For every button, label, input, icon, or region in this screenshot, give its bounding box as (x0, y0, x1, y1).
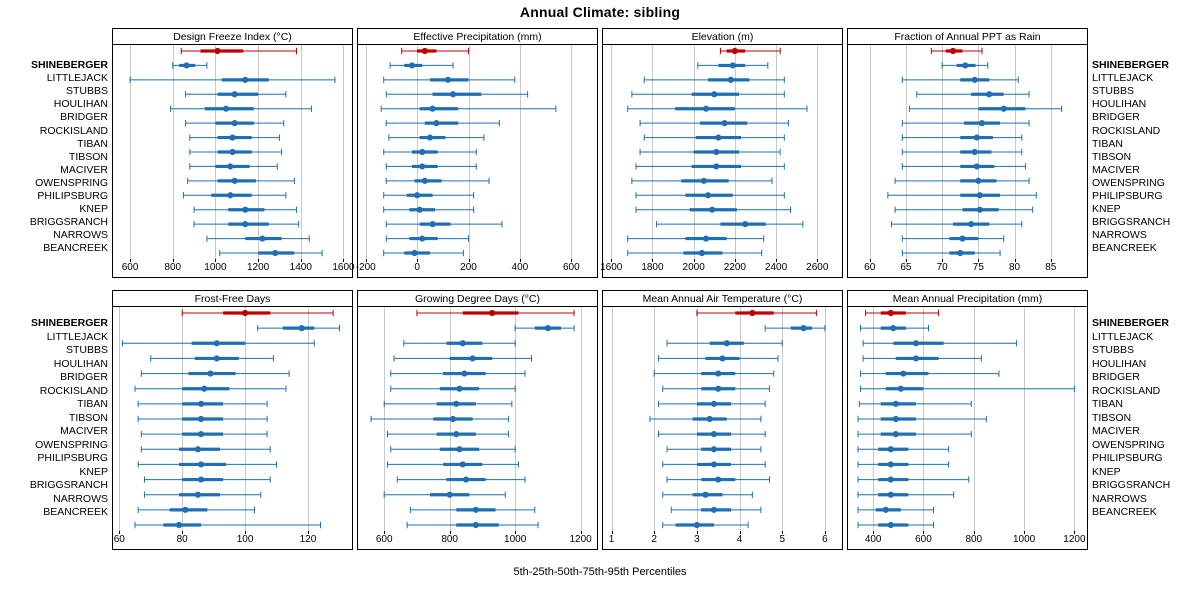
panel-title: Effective Precipitation (mm) (358, 29, 597, 45)
site-label-tibson: TIBSON (1092, 150, 1132, 163)
boxplot-row (658, 431, 765, 437)
x-axis (603, 531, 842, 549)
axis-tick-label: 4 (736, 534, 743, 545)
boxplot-row (387, 431, 508, 437)
axis-tick-label: 0 (414, 262, 420, 273)
boxplot-row (632, 178, 772, 184)
site-label-briggsranch: BRIGGSRANCH (1092, 216, 1171, 229)
site-label-owenspring: OWENSPRING (35, 438, 108, 451)
axis-tick-label: 80 (1009, 262, 1021, 273)
boxplot-row (697, 310, 816, 316)
x-axis (600, 259, 842, 277)
site-label-maciver: MACIVER (1092, 163, 1140, 176)
page-title: Annual Climate: sibling (519, 4, 681, 20)
plot-area (603, 45, 842, 259)
panel-growing-degree-days-c (357, 290, 598, 550)
panel-title: Mean Annual Precipitation (mm) (848, 291, 1087, 307)
site-label-bridger: BRIDGER (1092, 111, 1140, 124)
boxplot-series (358, 307, 597, 531)
boxplot-row (186, 91, 286, 97)
axis-tick-label: 70 (936, 262, 948, 273)
boxplot-row (858, 461, 949, 467)
panel-title: Fraction of Annual PPT as Rain (848, 29, 1087, 45)
site-label-maciver: MACIVER (1092, 425, 1140, 437)
site-label-littlejack: LITTLEJACK (46, 330, 108, 343)
boxplot-row (859, 401, 971, 407)
axis-tick-label: 2 (651, 534, 657, 545)
site-label-littlejack: LITTLEJACK (46, 72, 108, 85)
boxplot-row (386, 221, 502, 227)
plot-area (358, 45, 597, 259)
boxplot-row (194, 221, 299, 227)
boxplot-row (391, 370, 525, 376)
axis-tick-label: 1200 (1063, 534, 1086, 545)
boxplot-row (190, 163, 277, 169)
panel-title: Mean Annual Air Temperature (°C) (603, 291, 842, 307)
boxplot-row (657, 221, 803, 227)
site-label-rockisland: ROCKISLAND (39, 124, 108, 137)
boxplot-row (654, 370, 774, 376)
axis-tick-label: 600 (121, 262, 139, 273)
boxplot-row (650, 416, 761, 422)
axis-tick-label: 1200 (246, 262, 270, 273)
site-labels-left-top (0, 28, 112, 278)
boxplot-row (895, 207, 1033, 213)
panel-effective-precipitation-mm (357, 28, 598, 278)
axis-tick-label: 2000 (682, 262, 705, 273)
boxplot-row (858, 446, 949, 452)
site-label-stubbs: STUBBS (1092, 344, 1135, 356)
site-label-narrows: NARROWS (53, 229, 108, 242)
axis-tick-label: 600 (375, 534, 393, 545)
boxplot-row (397, 476, 525, 482)
site-label-narrows: NARROWS (1092, 229, 1147, 242)
axis-tick-label: 800 (441, 534, 458, 545)
plot-area (113, 307, 352, 531)
boxplot-row (902, 77, 1018, 83)
boxplot-row (858, 492, 954, 498)
axis-tick-label: 120 (299, 534, 317, 545)
boxplot-row (190, 134, 280, 140)
boxplot-row (138, 401, 267, 407)
boxplot-row (384, 492, 505, 498)
boxplot-row (386, 235, 468, 241)
boxplot-row (384, 207, 474, 213)
axis-tick-label: 800 (164, 262, 182, 273)
site-label-briggsranch: BRIGGSRANCH (29, 216, 108, 229)
axis-tick-label: 600 (562, 262, 580, 273)
axis-tick-label: 100 (236, 534, 254, 545)
site-label-owenspring: OWENSPRING (1092, 438, 1165, 451)
boxplot-row (386, 178, 489, 184)
boxplot-row (402, 48, 469, 54)
boxplot-row (391, 446, 515, 452)
axis-tick-label: 2600 (806, 262, 829, 273)
boxplot-row (138, 507, 254, 513)
boxplot-row (135, 386, 286, 392)
boxplot-series (358, 45, 597, 259)
site-label-rockisland: ROCKISLAND (1092, 124, 1161, 137)
panel-title: Frost-Free Days (113, 291, 352, 307)
axis-tick-label: 80 (176, 534, 188, 545)
site-label-bridger: BRIDGER (60, 371, 108, 383)
site-labels-right-bottom (1088, 290, 1200, 550)
panel-frost-free-days (112, 290, 353, 550)
boxplot-row (667, 476, 769, 482)
boxplot-row (765, 325, 825, 331)
boxplot-row (858, 507, 933, 513)
boxplot-row (186, 120, 284, 126)
boxplot-row (141, 446, 270, 452)
boxplot-series (603, 45, 842, 259)
boxplot-row (628, 250, 762, 256)
boxplot-row (902, 134, 1022, 140)
boxplot-row (671, 507, 761, 513)
boxplot-row (931, 48, 982, 54)
boxplot-row (386, 120, 499, 126)
site-label-beancreek: BEANCREEK (43, 506, 108, 518)
axis-tick-label: 1600 (332, 262, 355, 273)
axis-tick-label: 75 (972, 262, 984, 273)
axis-tick-label: 5 (779, 534, 786, 545)
boxplot-row (640, 149, 780, 155)
site-label-maciver: MACIVER (60, 425, 108, 437)
chart-row-bottom (0, 290, 1200, 550)
boxplot-row (863, 355, 981, 361)
panel-mean-annual-air-temperature-c (602, 290, 843, 550)
site-label-philipsburg: PHILIPSBURG (1092, 452, 1163, 464)
site-label-briggsranch: BRIGGSRANCH (1092, 479, 1171, 491)
boxplot-row (190, 149, 282, 155)
plot-area (848, 45, 1087, 259)
boxplot-row (135, 522, 321, 528)
boxplot-row (188, 178, 295, 184)
boxplot-row (667, 340, 782, 346)
boxplot-row (644, 134, 784, 140)
site-label-littlejack: LITTLEJACK (1092, 72, 1154, 85)
boxplot-row (390, 62, 453, 68)
boxplot-row (895, 178, 1029, 184)
boxplot-row (417, 310, 574, 316)
boxplot-row (663, 461, 765, 467)
boxplot-row (888, 192, 1036, 198)
boxplot-row (910, 106, 1062, 112)
boxplot-row (151, 355, 274, 361)
boxplot-row (384, 401, 512, 407)
site-label-tiban: TIBAN (1092, 137, 1123, 150)
boxplot-row (258, 325, 340, 331)
boxplot-row (407, 522, 538, 528)
boxplot-row (902, 163, 1025, 169)
boxplot-series (603, 307, 842, 531)
boxplot-row (384, 77, 515, 83)
axis-tick-label: 400 (511, 262, 529, 273)
site-label-stubbs: STUBBS (65, 85, 108, 98)
panel-title: Elevation (m) (603, 29, 842, 45)
panels-top (112, 28, 1088, 278)
site-label-tibson: TIBSON (68, 411, 108, 424)
boxplot-row (384, 192, 474, 198)
boxplot-row (644, 77, 784, 83)
boxplot-row (171, 106, 312, 112)
boxplot-row (663, 492, 753, 498)
boxplot-row (858, 522, 933, 528)
boxplot-row (942, 62, 988, 68)
boxplot-row (181, 48, 296, 54)
site-label-shineberger: SHINEBERGER (30, 317, 108, 329)
boxplot-row (384, 149, 477, 155)
site-label-narrows: NARROWS (1092, 492, 1147, 505)
site-label-rockisland: ROCKISLAND (39, 384, 108, 397)
site-label-bridger: BRIDGER (60, 111, 108, 124)
boxplot-row (861, 370, 999, 376)
boxplot-row (144, 476, 270, 482)
axis-tick-label: 65 (900, 262, 912, 273)
boxplot-series (113, 45, 352, 259)
site-label-maciver: MACIVER (60, 163, 108, 176)
x-axis (113, 531, 352, 549)
axis-tick-label: 1600 (600, 262, 623, 273)
boxplot-row (720, 48, 780, 54)
site-label-houlihan: HOULIHAN (1092, 98, 1147, 111)
boxplot-row (858, 476, 969, 482)
boxplot-row (658, 355, 778, 361)
boxplot-series (113, 307, 352, 531)
site-label-narrows: NARROWS (53, 492, 108, 505)
boxplot-row (698, 62, 768, 68)
site-labels-right-top (1088, 28, 1200, 278)
x-axis (358, 531, 597, 549)
site-label-shineberger: SHINEBERGER (1092, 317, 1170, 329)
site-label-owenspring: OWENSPRING (35, 176, 108, 189)
boxplot-row (640, 120, 788, 126)
site-label-houlihan: HOULIHAN (53, 98, 108, 111)
boxplot-row (389, 134, 484, 140)
site-label-bridger: BRIDGER (1092, 371, 1140, 383)
axis-tick-label: 1000 (204, 262, 227, 273)
boxplot-row (515, 325, 574, 331)
site-label-philipsburg: PHILIPSBURG (1092, 190, 1163, 202)
boxplot-row (194, 207, 296, 213)
plot-area (358, 307, 597, 531)
site-label-philipsburg: PHILIPSBURG (37, 190, 108, 202)
boxplot-row (144, 492, 260, 498)
axis-tick-label: 1200 (569, 534, 592, 545)
site-label-briggsranch: BRIGGSRANCH (29, 479, 108, 491)
boxplot-row (917, 91, 1029, 97)
chart-row-top (0, 28, 1200, 278)
boxplot-row (663, 386, 770, 392)
boxplot-row (902, 250, 1000, 256)
site-label-stubbs: STUBBS (65, 344, 108, 356)
axis-tick-label: 1000 (504, 534, 527, 545)
boxplot-row (404, 340, 515, 346)
axis-tick-label: 85 (1045, 262, 1057, 273)
site-label-beancreek: BEANCREEK (43, 242, 108, 255)
boxplot-row (141, 431, 267, 437)
footer-caption: 5th-25th-50th-75th-95th Percentiles (513, 566, 687, 578)
site-label-tiban: TIBAN (1092, 398, 1123, 410)
boxplot-series (848, 45, 1087, 259)
boxplot-row (394, 355, 532, 361)
boxplot-row (636, 207, 791, 213)
axis-tick-label: 1 (608, 534, 615, 545)
site-label-houlihan: HOULIHAN (53, 357, 108, 370)
boxplot-row (141, 370, 289, 376)
boxplot-row (138, 416, 267, 422)
boxplot-row (663, 522, 748, 528)
boxplot-row (182, 310, 333, 316)
site-label-tibson: TIBSON (68, 150, 108, 163)
axis-tick-label: 400 (864, 534, 882, 545)
boxplot-row (902, 120, 1029, 126)
boxplot-row (130, 77, 335, 83)
boxplot-row (391, 386, 515, 392)
boxplot-row (628, 235, 764, 241)
site-label-tibson: TIBSON (1092, 411, 1132, 424)
site-label-beancreek: BEANCREEK (1092, 242, 1157, 255)
site-label-houlihan: HOULIHAN (1092, 357, 1147, 370)
x-axis (355, 259, 597, 277)
boxplot-row (628, 106, 807, 112)
boxplot-row (902, 149, 1022, 155)
axis-tick-label: 200 (460, 262, 477, 273)
axis-tick-label: -200 (355, 262, 376, 273)
panel-elevation-m (602, 28, 843, 278)
boxplot-row (138, 461, 276, 467)
boxplot-row (891, 221, 1021, 227)
site-label-knep: KNEP (1092, 203, 1121, 216)
panel-fraction-of-annual-ppt-as-rain (847, 28, 1088, 278)
boxplot-row (387, 461, 518, 467)
boxplot-row (183, 192, 285, 198)
axis-tick-label: 3 (694, 534, 700, 545)
boxplot-row (861, 325, 929, 331)
boxplot-row (381, 106, 556, 112)
plot-area (113, 45, 352, 259)
boxplot-row (371, 416, 509, 422)
axis-tick-label: 1000 (1012, 534, 1036, 545)
boxplot-row (384, 250, 464, 256)
plot-area (848, 307, 1087, 531)
boxplot-row (902, 235, 1003, 241)
boxplot-row (386, 163, 476, 169)
panels-bottom (112, 290, 1088, 550)
boxplot-row (667, 446, 761, 452)
axis-tick-label: 600 (915, 534, 932, 545)
boxplot-row (858, 431, 971, 437)
site-label-philipsburg: PHILIPSBURG (37, 452, 108, 464)
boxplot-row (410, 507, 534, 513)
axis-tick-label: 1400 (289, 262, 312, 273)
site-label-littlejack: LITTLEJACK (1092, 330, 1154, 343)
boxplot-row (866, 310, 939, 316)
site-label-beancreek: BEANCREEK (1092, 506, 1157, 518)
axis-tick-label: 800 (965, 534, 983, 545)
axis-tick-label: 60 (113, 534, 125, 545)
axis-tick-label: 1800 (641, 262, 664, 273)
site-labels-left-bottom (0, 290, 112, 550)
boxplot-row (863, 340, 1016, 346)
boxplot-series (848, 307, 1087, 531)
site-label-knep: KNEP (79, 203, 108, 216)
x-axis (113, 259, 355, 277)
site-label-tiban: TIBAN (77, 398, 108, 410)
boxplot-row (658, 401, 765, 407)
site-label-knep: KNEP (79, 465, 108, 478)
axis-tick-label: 60 (864, 262, 876, 273)
panel-title: Growing Degree Days (°C) (358, 291, 597, 307)
boxplot-row (636, 192, 784, 198)
axis-tick-label: 6 (822, 534, 828, 545)
boxplot-row (173, 62, 207, 68)
boxplot-row (858, 416, 986, 422)
boxplot-row (861, 386, 1075, 392)
site-label-shineberger: SHINEBERGER (30, 59, 108, 71)
panel-design-freeze-index-c (112, 28, 353, 278)
site-label-tiban: TIBAN (77, 137, 108, 150)
plot-area (603, 307, 842, 531)
boxplot-row (632, 91, 784, 97)
site-label-shineberger: SHINEBERGER (1092, 59, 1170, 71)
site-label-knep: KNEP (1092, 465, 1121, 478)
site-label-stubbs: STUBBS (1092, 85, 1135, 98)
site-label-owenspring: OWENSPRING (1092, 176, 1165, 189)
boxplot-row (636, 163, 784, 169)
site-label-rockisland: ROCKISLAND (1092, 384, 1161, 397)
boxplot-row (386, 91, 527, 97)
boxplot-row (220, 250, 322, 256)
axis-tick-label: 2200 (723, 262, 746, 273)
x-axis (848, 259, 1087, 277)
boxplot-row (207, 235, 309, 241)
x-axis (848, 531, 1087, 549)
panel-mean-annual-precipitation-mm (847, 290, 1088, 550)
panel-title: Design Freeze Index (°C) (113, 29, 352, 45)
boxplot-row (122, 340, 314, 346)
axis-tick-label: 2400 (764, 262, 788, 273)
